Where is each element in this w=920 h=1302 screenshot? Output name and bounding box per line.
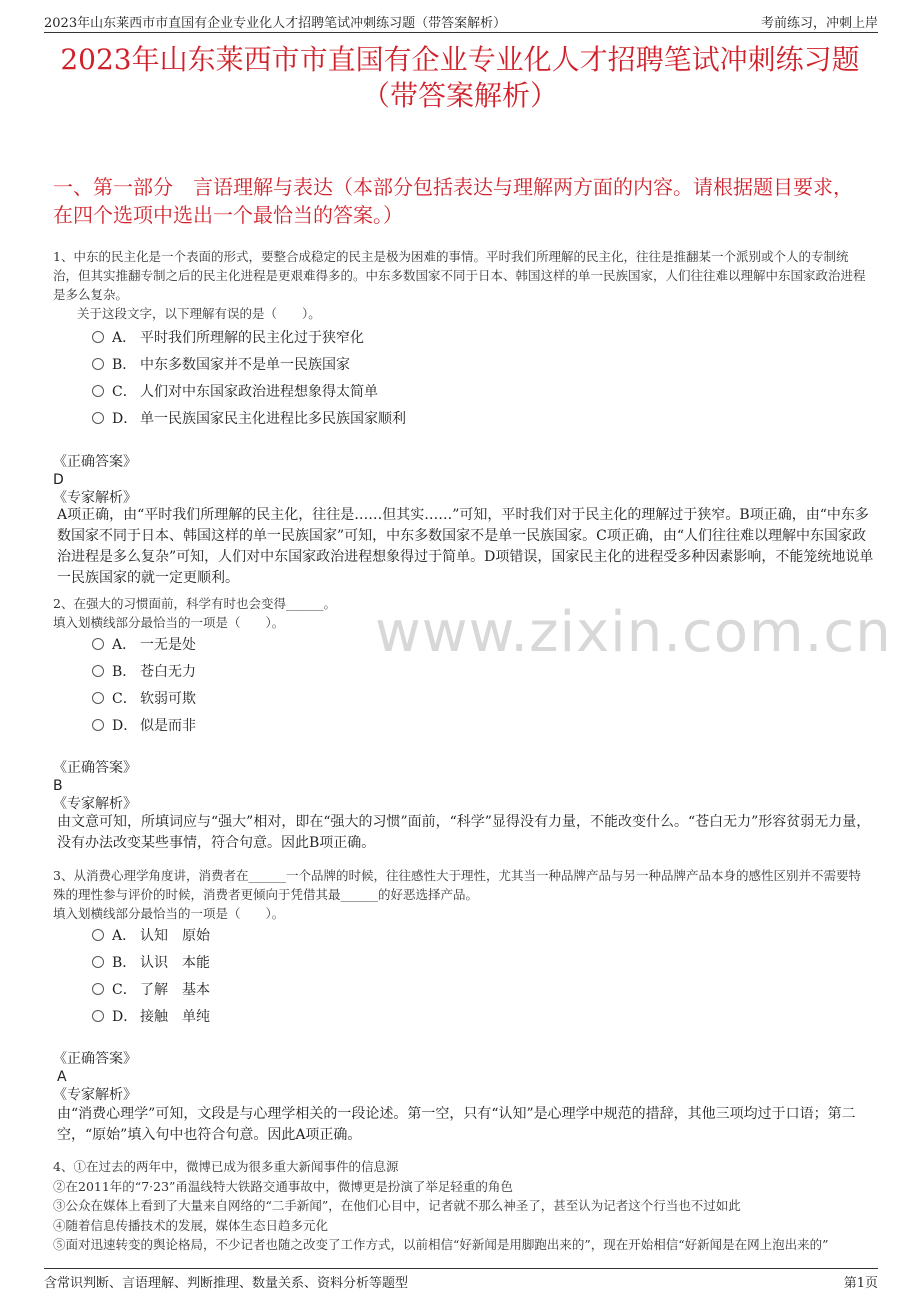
- question-2-ask: 填入划横线部分最恰当的一项是（ ）。: [53, 615, 285, 630]
- header-title: 2023年山东莱西市市直国有企业专业化人才招聘笔试冲刺练习题（带答案解析）: [44, 16, 507, 31]
- radio-icon[interactable]: [92, 983, 104, 995]
- q2-option-a[interactable]: A． 一无是处: [92, 635, 196, 655]
- q2-option-b[interactable]: B． 苍白无力: [92, 662, 196, 682]
- radio-icon[interactable]: [92, 385, 104, 397]
- page-header: [44, 10, 878, 33]
- radio-icon[interactable]: [92, 358, 104, 370]
- radio-icon[interactable]: [92, 638, 104, 650]
- section-heading: 一、第一部分 言语理解与表达（本部分包括表达与理解两方面的内容。请根据题目要求，在四个选项中选出一个最恰当的答案。）: [53, 175, 853, 227]
- question-1-stem: 1、中东的民主化是一个表面的形式，要整合成稳定的民主是极为困难的事情。平时我们所理解的民主化，往往是推翻某一个派别或个人的专制统治，但其实推翻专制之后的民主化进程是更艰难得多的。中东多数国家不同于日本、韩国这样的单一民族国家，人们往往难以理解中东国家政治进程是多么复杂。: [53, 249, 866, 302]
- radio-icon[interactable]: [92, 929, 104, 941]
- expert-label: 《专家解析》: [53, 490, 137, 506]
- answer-label: 《正确答案》: [53, 1051, 137, 1067]
- q4-line: ③公众在媒体上看到了大量来自网络的“二手新闻”，在他们心目中，记者就不那么神圣了，甚至认为记者这个行当也不过如此: [53, 1198, 741, 1213]
- q4-line: 4、①在过去的两年中，微博已成为很多重大新闻事件的信息源: [53, 1159, 399, 1174]
- q1-answer: D: [53, 472, 64, 488]
- q1-option-a[interactable]: A． 平时我们所理解的民主化过于狭窄化: [92, 328, 364, 348]
- q3-answer-block: [53, 1050, 878, 1104]
- question-3: [53, 866, 872, 923]
- radio-icon[interactable]: [92, 1010, 104, 1022]
- q1-option-d[interactable]: D． 单一民族国家民主化进程比多民族国家顺利: [92, 409, 406, 429]
- document-title: 2023年山东莱西市市直国有企业专业化人才招聘笔试冲刺练习题（带答案解析）: [60, 43, 860, 112]
- q3-option-c[interactable]: C． 了解 基本: [92, 980, 210, 1000]
- header-slogan: 考前练习，冲刺上岸: [760, 16, 878, 31]
- q4-line: ④随着信息传播技术的发展，媒体生态日趋多元化: [53, 1217, 329, 1233]
- q2-answer-block: [53, 759, 878, 813]
- watermark: www.zixin.com.cn: [375, 600, 892, 665]
- q3-option-b[interactable]: B． 认识 本能: [92, 953, 210, 973]
- expert-label: 《专家解析》: [53, 796, 137, 812]
- footer-note: 含常识判断、言语理解、判断推理、数量关系、资料分析等题型: [44, 1276, 409, 1291]
- q1-explanation: A项正确，由“平时我们所理解的民主化，往往是……但其实……”可知，平时我们对于民主化的理解过于狭窄。B项正确，由“中东多数国家不同于日本、韩国这样的单一民族国家”可知，中东多数国家不是单一民族国家。C项正确，由“人们往往难以理解中东国家政治进程是多么复杂”可知，人们对中东国家政治进程想象得过于简单。D项错误，国家民主化的进程受多种因素影响，不能笼统地说单一民族国家的就一定更顺利。: [57, 507, 874, 586]
- question-4: [53, 1157, 872, 1255]
- question-3-stem: 3、从消费心理学角度讲，消费者在______一个品牌的时候，往往感性大于理性，尤其当一种品牌产品与另一种品牌产品本身的感性区别并不需要特殊的理性参与评价的时候，消费者更倾向于凭借其最______的好恶选择产品。: [53, 868, 861, 902]
- q3-option-d[interactable]: D． 接触 单纯: [92, 1007, 210, 1027]
- q1-option-b[interactable]: B． 中东多数国家并不是单一民族国家: [92, 355, 350, 375]
- q2-option-c[interactable]: C． 软弱可欺: [92, 689, 196, 709]
- answer-label: 《正确答案》: [53, 760, 137, 776]
- radio-icon[interactable]: [92, 692, 104, 704]
- q2-answer: B: [53, 778, 63, 794]
- q4-line: ②在2011年的“7·23”甬温线特大铁路交通事故中，微博更是扮演了举足轻重的角色: [53, 1178, 513, 1194]
- q1-answer-block: [53, 453, 878, 507]
- page-number: 第1页: [843, 1276, 878, 1291]
- question-2-stem: 2、在强大的习惯面前，科学有时也会变得______。: [53, 596, 336, 611]
- question-3-ask: 填入划横线部分最恰当的一项是（ ）。: [53, 906, 285, 921]
- radio-icon[interactable]: [92, 665, 104, 677]
- q2-explanation: 由文意可知，所填词应与“强大”相对，即在“强大的习惯”面前，“科学”显得没有力量，不能改变什么。“苍白无力”形容贫弱无力量，没有办法改变某些事情，符合句意。因此B项正确。: [57, 814, 871, 851]
- q1-option-c[interactable]: C． 人们对中东国家政治进程想象得太简单: [92, 382, 378, 402]
- q4-line: ⑤面对迅速转变的舆论格局，不少记者也随之改变了工作方式，以前相信“好新闻是用脚跑出来的”，现在开始相信“好新闻是在网上泡出来的”: [53, 1237, 829, 1252]
- q2-option-d[interactable]: D． 似是而非: [92, 716, 196, 736]
- q3-answer: A: [57, 1069, 67, 1085]
- page-footer: [44, 1268, 878, 1291]
- q3-option-a[interactable]: A． 认知 原始: [92, 926, 210, 946]
- radio-icon[interactable]: [92, 412, 104, 424]
- q3-explanation: 由“消费心理学”可知，文段是与心理学相关的一段论述。第一空，只有“认知”是心理学中规范的措辞，其他三项均过于口语；第二空，“原始”填入句中也符合句意。因此A项正确。: [57, 1106, 856, 1143]
- question-1-ask: 关于这段文字，以下理解有误的是（ ）。: [77, 306, 321, 321]
- radio-icon[interactable]: [92, 331, 104, 343]
- expert-label: 《专家解析》: [53, 1087, 137, 1103]
- question-2: [53, 594, 872, 632]
- radio-icon[interactable]: [92, 719, 104, 731]
- answer-label: 《正确答案》: [53, 454, 137, 470]
- radio-icon[interactable]: [92, 956, 104, 968]
- question-1: [53, 247, 872, 323]
